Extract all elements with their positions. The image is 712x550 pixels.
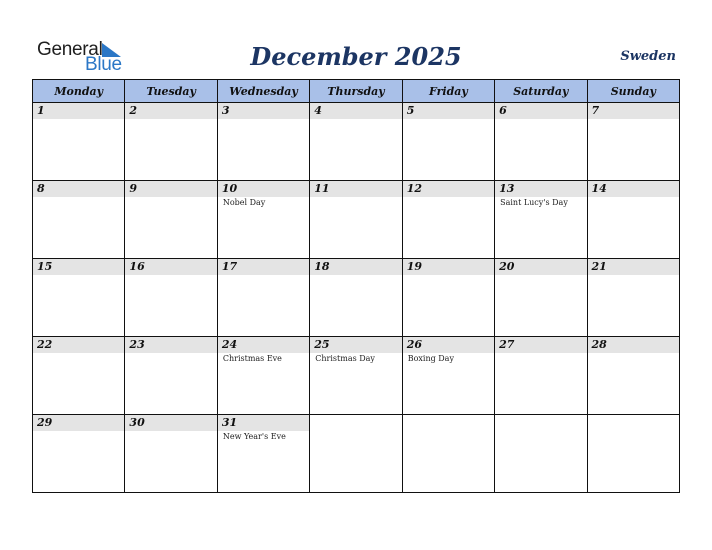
day-number: 14 bbox=[588, 181, 679, 197]
day-number: 19 bbox=[403, 259, 494, 275]
day-number: 23 bbox=[125, 337, 216, 353]
day-cell bbox=[217, 337, 309, 415]
day-cell bbox=[495, 337, 587, 415]
day-cell bbox=[125, 415, 217, 493]
day-number: 11 bbox=[310, 181, 401, 197]
day-number: 16 bbox=[125, 259, 216, 275]
day-cell bbox=[587, 337, 679, 415]
day-cell bbox=[125, 181, 217, 259]
empty-day-cell bbox=[402, 415, 494, 493]
day-cell bbox=[310, 103, 402, 181]
day-number: 26 bbox=[403, 337, 494, 353]
day-cell bbox=[125, 259, 217, 337]
day-number: 8 bbox=[33, 181, 124, 197]
day-number: 27 bbox=[495, 337, 586, 353]
day-number: 18 bbox=[310, 259, 401, 275]
day-cell bbox=[33, 337, 125, 415]
holiday-label: Christmas Day bbox=[315, 354, 375, 363]
day-number: 7 bbox=[588, 103, 679, 119]
weekday-header: Saturday bbox=[495, 80, 587, 103]
holiday-label: Christmas Eve bbox=[222, 354, 282, 363]
day-number: 6 bbox=[495, 103, 586, 119]
day-number: 21 bbox=[588, 259, 679, 275]
day-cell bbox=[217, 415, 309, 493]
day-cell bbox=[310, 337, 402, 415]
weekday-header: Thursday bbox=[310, 80, 402, 103]
day-number: 24 bbox=[218, 337, 309, 353]
day-number: 28 bbox=[588, 337, 679, 353]
day-number: 1 bbox=[33, 103, 124, 119]
day-number: 5 bbox=[403, 103, 494, 119]
day-cell bbox=[495, 181, 587, 259]
day-number: 10 bbox=[218, 181, 309, 197]
holiday-label: Nobel Day bbox=[222, 198, 266, 207]
day-cell bbox=[587, 181, 679, 259]
day-cell bbox=[402, 103, 494, 181]
weekday-header: Monday bbox=[33, 80, 125, 103]
day-cell bbox=[587, 259, 679, 337]
holiday-label: Saint Lucy's Day bbox=[500, 198, 568, 207]
day-cell bbox=[217, 259, 309, 337]
day-number: 22 bbox=[33, 337, 124, 353]
week-row bbox=[33, 103, 680, 181]
empty-day-cell bbox=[495, 415, 587, 493]
day-cell bbox=[495, 103, 587, 181]
holiday-label: Boxing Day bbox=[407, 354, 454, 363]
empty-day-cell bbox=[587, 415, 679, 493]
week-row bbox=[33, 337, 680, 415]
holiday-label: New Year's Eve bbox=[222, 432, 286, 441]
page-title: December 2025 bbox=[250, 42, 462, 71]
day-cell bbox=[33, 415, 125, 493]
day-number: 9 bbox=[125, 181, 216, 197]
day-number: 4 bbox=[310, 103, 401, 119]
day-cell bbox=[402, 259, 494, 337]
day-number: 31 bbox=[218, 415, 309, 431]
day-number: 15 bbox=[33, 259, 124, 275]
empty-day-cell bbox=[310, 415, 402, 493]
day-number: 12 bbox=[403, 181, 494, 197]
day-cell bbox=[33, 181, 125, 259]
week-row bbox=[33, 415, 680, 493]
day-cell bbox=[310, 259, 402, 337]
day-cell bbox=[402, 181, 494, 259]
day-cell bbox=[125, 103, 217, 181]
calendar-body bbox=[33, 103, 680, 493]
logo-word-blue: Blue bbox=[85, 54, 122, 75]
day-cell bbox=[217, 181, 309, 259]
country-label: Sweden bbox=[620, 49, 676, 64]
weekday-header: Friday bbox=[402, 80, 494, 103]
day-cell bbox=[125, 337, 217, 415]
day-cell bbox=[33, 259, 125, 337]
day-number: 2 bbox=[125, 103, 216, 119]
day-cell bbox=[33, 103, 125, 181]
weekday-header: Tuesday bbox=[125, 80, 217, 103]
day-number: 17 bbox=[218, 259, 309, 275]
logo-word-general: General bbox=[37, 39, 103, 60]
week-row bbox=[33, 181, 680, 259]
day-number: 20 bbox=[495, 259, 586, 275]
weekday-header: Sunday bbox=[587, 80, 679, 103]
day-cell bbox=[217, 103, 309, 181]
week-row bbox=[33, 259, 680, 337]
day-number: 25 bbox=[310, 337, 401, 353]
weekday-header-row bbox=[33, 80, 680, 103]
day-cell bbox=[495, 259, 587, 337]
day-cell bbox=[587, 103, 679, 181]
day-number: 30 bbox=[125, 415, 216, 431]
day-number: 3 bbox=[218, 103, 309, 119]
day-number: 29 bbox=[33, 415, 124, 431]
day-cell bbox=[310, 181, 402, 259]
calendar-grid bbox=[32, 79, 680, 493]
day-cell bbox=[402, 337, 494, 415]
weekday-header: Wednesday bbox=[217, 80, 309, 103]
day-number: 13 bbox=[495, 181, 586, 197]
